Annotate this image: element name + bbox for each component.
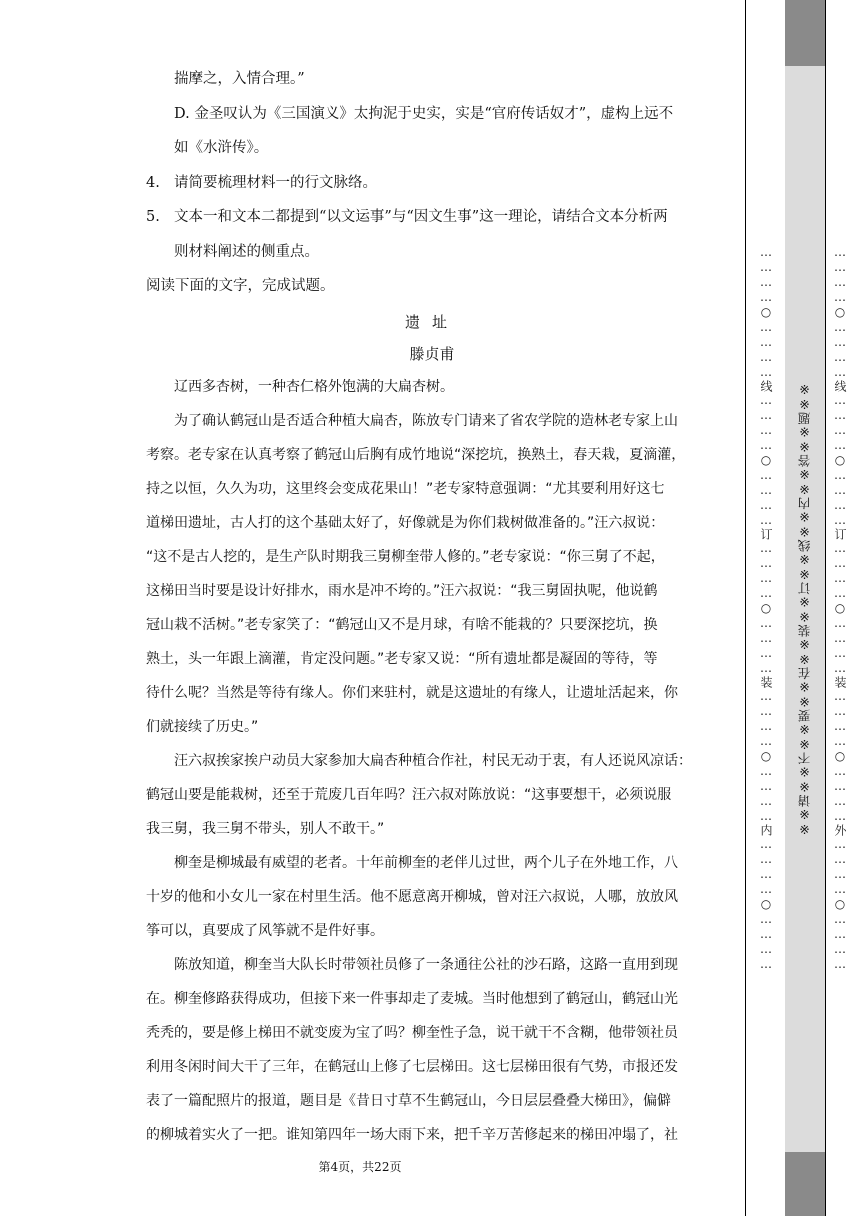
- story-line: 我三舅，我三舅不带头，别人不敢干。”: [146, 820, 385, 837]
- story-line: 熟土，头一年跟上滴灌，肯定没问题。”老专家又说：“所有遗址都是凝固的等待，等: [146, 650, 658, 667]
- story-line: 陈放知道，柳奎当大队长时带领社员修了一条通往公社的沙石路，这路一直用到现: [174, 956, 678, 973]
- binding-warning: ※※请※※不※※要※※在※※装※※订※※线※※内※※答※※题※※: [797, 382, 812, 838]
- story-line: 筝可以，真要成了风筝就不是件好事。: [146, 922, 384, 939]
- binding-line-text: …………○…………线…………○…………订…………○…………装…………○…………内…………○…………: [759, 244, 773, 972]
- story-line: 的柳城着实火了一把。谁知第四年一场大雨下来，把千辛万苦修起来的梯田冲塌了，社: [146, 1126, 678, 1143]
- story-line: 表了一篇配照片的报道，题目是《昔日寸草不生鹤冠山，今日层层叠叠大梯田》，偏僻: [146, 1092, 671, 1109]
- story-line: 汪六叔挨家挨户动员大家参加大扁杏种植合作社，村民无动于衷，有人还说风凉话：: [174, 752, 692, 769]
- story-line: 们就接续了历史。”: [146, 718, 259, 735]
- question-text: 文本一和文本二都提到“以文运事”与“因文生事”这一理论，请结合文本分析两: [174, 209, 668, 225]
- story-line: 十岁的他和小女儿一家在村里生活。他不愿意离开柳城，曾对汪六叔说，人哪，放放风: [146, 888, 678, 905]
- binding-margin-inner: [825, 0, 860, 1216]
- story-line: 为了确认鹤冠山是否适合种植大扁杏，陈放专门请来了省农学院的造林老专家上山: [174, 412, 678, 429]
- question-5-cont: 则材料阐述的侧重点。: [174, 243, 319, 260]
- story-line: 考察。老专家在认真考察了鹤冠山后胸有成竹地说“深挖坑，换熟土，春天栽，夏滴灌，: [146, 446, 686, 463]
- story-line: 持之以恒，久久为功，这里终会变成花果山！”老专家特意强调：“尤其要利用好这七: [146, 480, 665, 497]
- story-line: 辽西多杏树，一种杏仁格外饱满的大扁杏树。: [174, 378, 454, 395]
- question-5: [146, 200, 718, 235]
- reading-intro: 阅读下面的文字，完成试题。: [146, 278, 335, 294]
- binding-line-text: …………○…………线…………○…………订…………○…………装…………○…………外…………○…………: [833, 244, 847, 972]
- page-footer: 第4页，共22页: [318, 1160, 402, 1174]
- text-line: 如《水浒传》。: [174, 140, 269, 156]
- story-line: 利用冬闲时间大干了三年，在鹤冠山上修了七层梯田。这七层梯田很有气势，市报还发: [146, 1058, 678, 1075]
- story-line: 冠山栽不活树。”老专家笑了：“鹤冠山又不是月球，有啥不能栽的？只要深挖坑，换: [146, 616, 658, 633]
- story-line: 柳奎是柳城最有威望的老者。十年前柳奎的老伴儿过世，两个儿子在外地工作，八: [174, 854, 678, 871]
- question-text: 请简要梳理材料一的行文脉络。: [174, 174, 377, 191]
- story-line: 秃秃的，要是修上梯田不就变废为宝了吗？柳奎性子急，说干就干不含糊，他带领社员: [146, 1024, 678, 1041]
- story-author: 滕贞甫: [409, 344, 455, 363]
- story-title: 遗址: [404, 312, 459, 331]
- story-line: “这不是古人挖的，是生产队时期我三舅柳奎带人修的。”老专家说：“你三舅了不起，: [146, 548, 665, 565]
- question-4: [146, 166, 718, 201]
- text-line: 揣摩之，入情合理。”: [174, 71, 305, 87]
- binding-block-top: [785, 0, 825, 66]
- option-d: D. 金圣叹认为《三国演义》太拘泥于史实，实是“官府传话奴才”，虚构上远不: [174, 105, 674, 122]
- question-number: 4.: [146, 174, 160, 191]
- story-line: 鹤冠山要是能栽树，还至于荒废几百年吗？汪六叔对陈放说：“这事要想干，必须说服: [146, 786, 672, 803]
- binding-block-bottom: [785, 1152, 825, 1216]
- story-body: [146, 370, 718, 1152]
- page-content: [146, 62, 718, 1152]
- story-line: 在。柳奎修路获得成功，但接下来一件事却走了麦城。当时他想到了鹤冠山，鹤冠山光: [146, 990, 678, 1007]
- story-line: 道梯田遗址，古人打的这个基础太好了，好像就是为你们栽树做准备的。”汪六叔说：: [146, 514, 665, 531]
- question-number: 5.: [146, 209, 160, 225]
- story-line: 待什么呢？当然是等待有缘人。你们来驻村，就是这遗址的有缘人，让遗址活起来，你: [146, 684, 678, 701]
- story-line: 这梯田当时要是设计好排水，雨水是冲不垮的。”汪六叔说：“我三舅固执呢，他说鹤: [146, 582, 658, 599]
- binding-margin-outer: [745, 0, 787, 1216]
